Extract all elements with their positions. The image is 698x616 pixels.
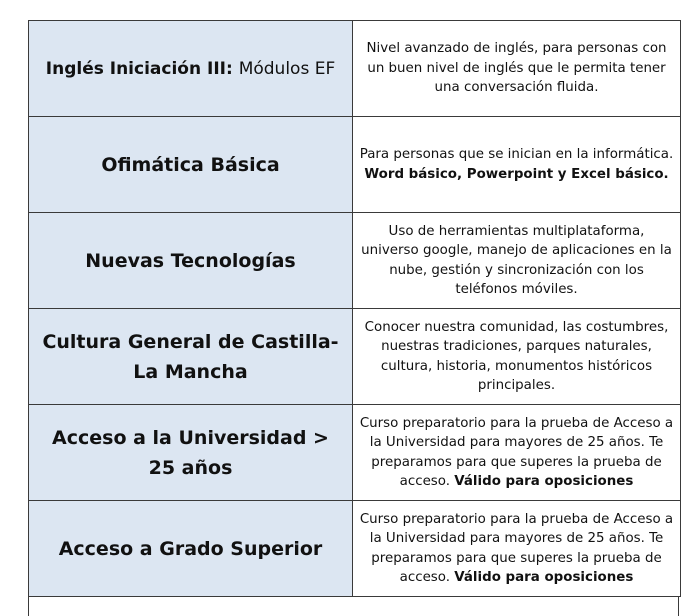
course-description xyxy=(353,222,680,300)
course-description-text: Conocer nuestra comunidad, las costumbres, nuestras tradiciones, parques naturales, cultura, historia, monumentos históricos principales. xyxy=(364,319,669,393)
course-name: Acceso a Grado Superior xyxy=(58,537,323,560)
course-description-cell xyxy=(353,501,681,597)
table-row xyxy=(29,117,681,213)
course-description-highlight: Word básico, Powerpoint y Excel básico. xyxy=(364,166,669,182)
table-row xyxy=(29,309,681,405)
course-name-suffix: Módulos EF xyxy=(238,58,336,79)
courses-table xyxy=(28,20,681,597)
course-name: Cultura General de Castilla-La Mancha xyxy=(42,330,339,383)
table-row xyxy=(29,501,681,597)
course-name: Acceso a la Universidad > 25 años xyxy=(52,426,329,479)
course-name-cell xyxy=(29,21,353,117)
course-description-cell xyxy=(353,117,681,213)
course-description-text: Curso preparatorio para la prueba de Acceso a la Universidad para mayores de 25 años. Te preparamos para que superes la prueba de acceso. xyxy=(359,511,674,585)
course-description-highlight: Válido para oposiciones xyxy=(454,474,634,489)
course-description xyxy=(353,414,680,492)
course-description xyxy=(353,39,680,98)
course-name-cell xyxy=(29,117,353,213)
course-description xyxy=(353,510,680,588)
course-name: Nuevas Tecnologías xyxy=(85,249,296,272)
course-description-cell xyxy=(353,21,681,117)
course-name: Ofimática Básica xyxy=(101,153,280,176)
course-description-text: Nivel avanzado de inglés, para personas con un buen nivel de inglés que le permita tener una conversación fluida. xyxy=(366,41,667,96)
course-description-text: Uso de herramientas multiplataforma, universo google, manejo de aplicaciones en la nube, gestión y sincronización con los teléfonos móviles. xyxy=(361,223,672,297)
course-description-cell xyxy=(353,309,681,405)
course-name xyxy=(29,54,352,84)
course-description-cell xyxy=(353,405,681,501)
course-description-cell xyxy=(353,213,681,309)
course-name-cell xyxy=(29,213,353,309)
course-description-highlight: Válido para oposiciones xyxy=(454,570,634,585)
course-name-cell xyxy=(29,405,353,501)
course-description xyxy=(353,145,680,184)
table-continuation xyxy=(28,597,679,616)
table-row xyxy=(29,21,681,117)
course-description-text: Para personas que se inician en la informática. xyxy=(359,147,674,162)
course-name-text: Inglés Iniciación III: xyxy=(45,58,233,79)
table-row xyxy=(29,213,681,309)
table-row xyxy=(29,405,681,501)
course-description xyxy=(353,318,680,396)
course-description-text: Curso preparatorio para la prueba de Acceso a la Universidad para mayores de 25 años. Te preparamos para que superes la prueba de acceso. xyxy=(359,415,674,489)
course-name-cell xyxy=(29,501,353,597)
course-name-cell xyxy=(29,309,353,405)
